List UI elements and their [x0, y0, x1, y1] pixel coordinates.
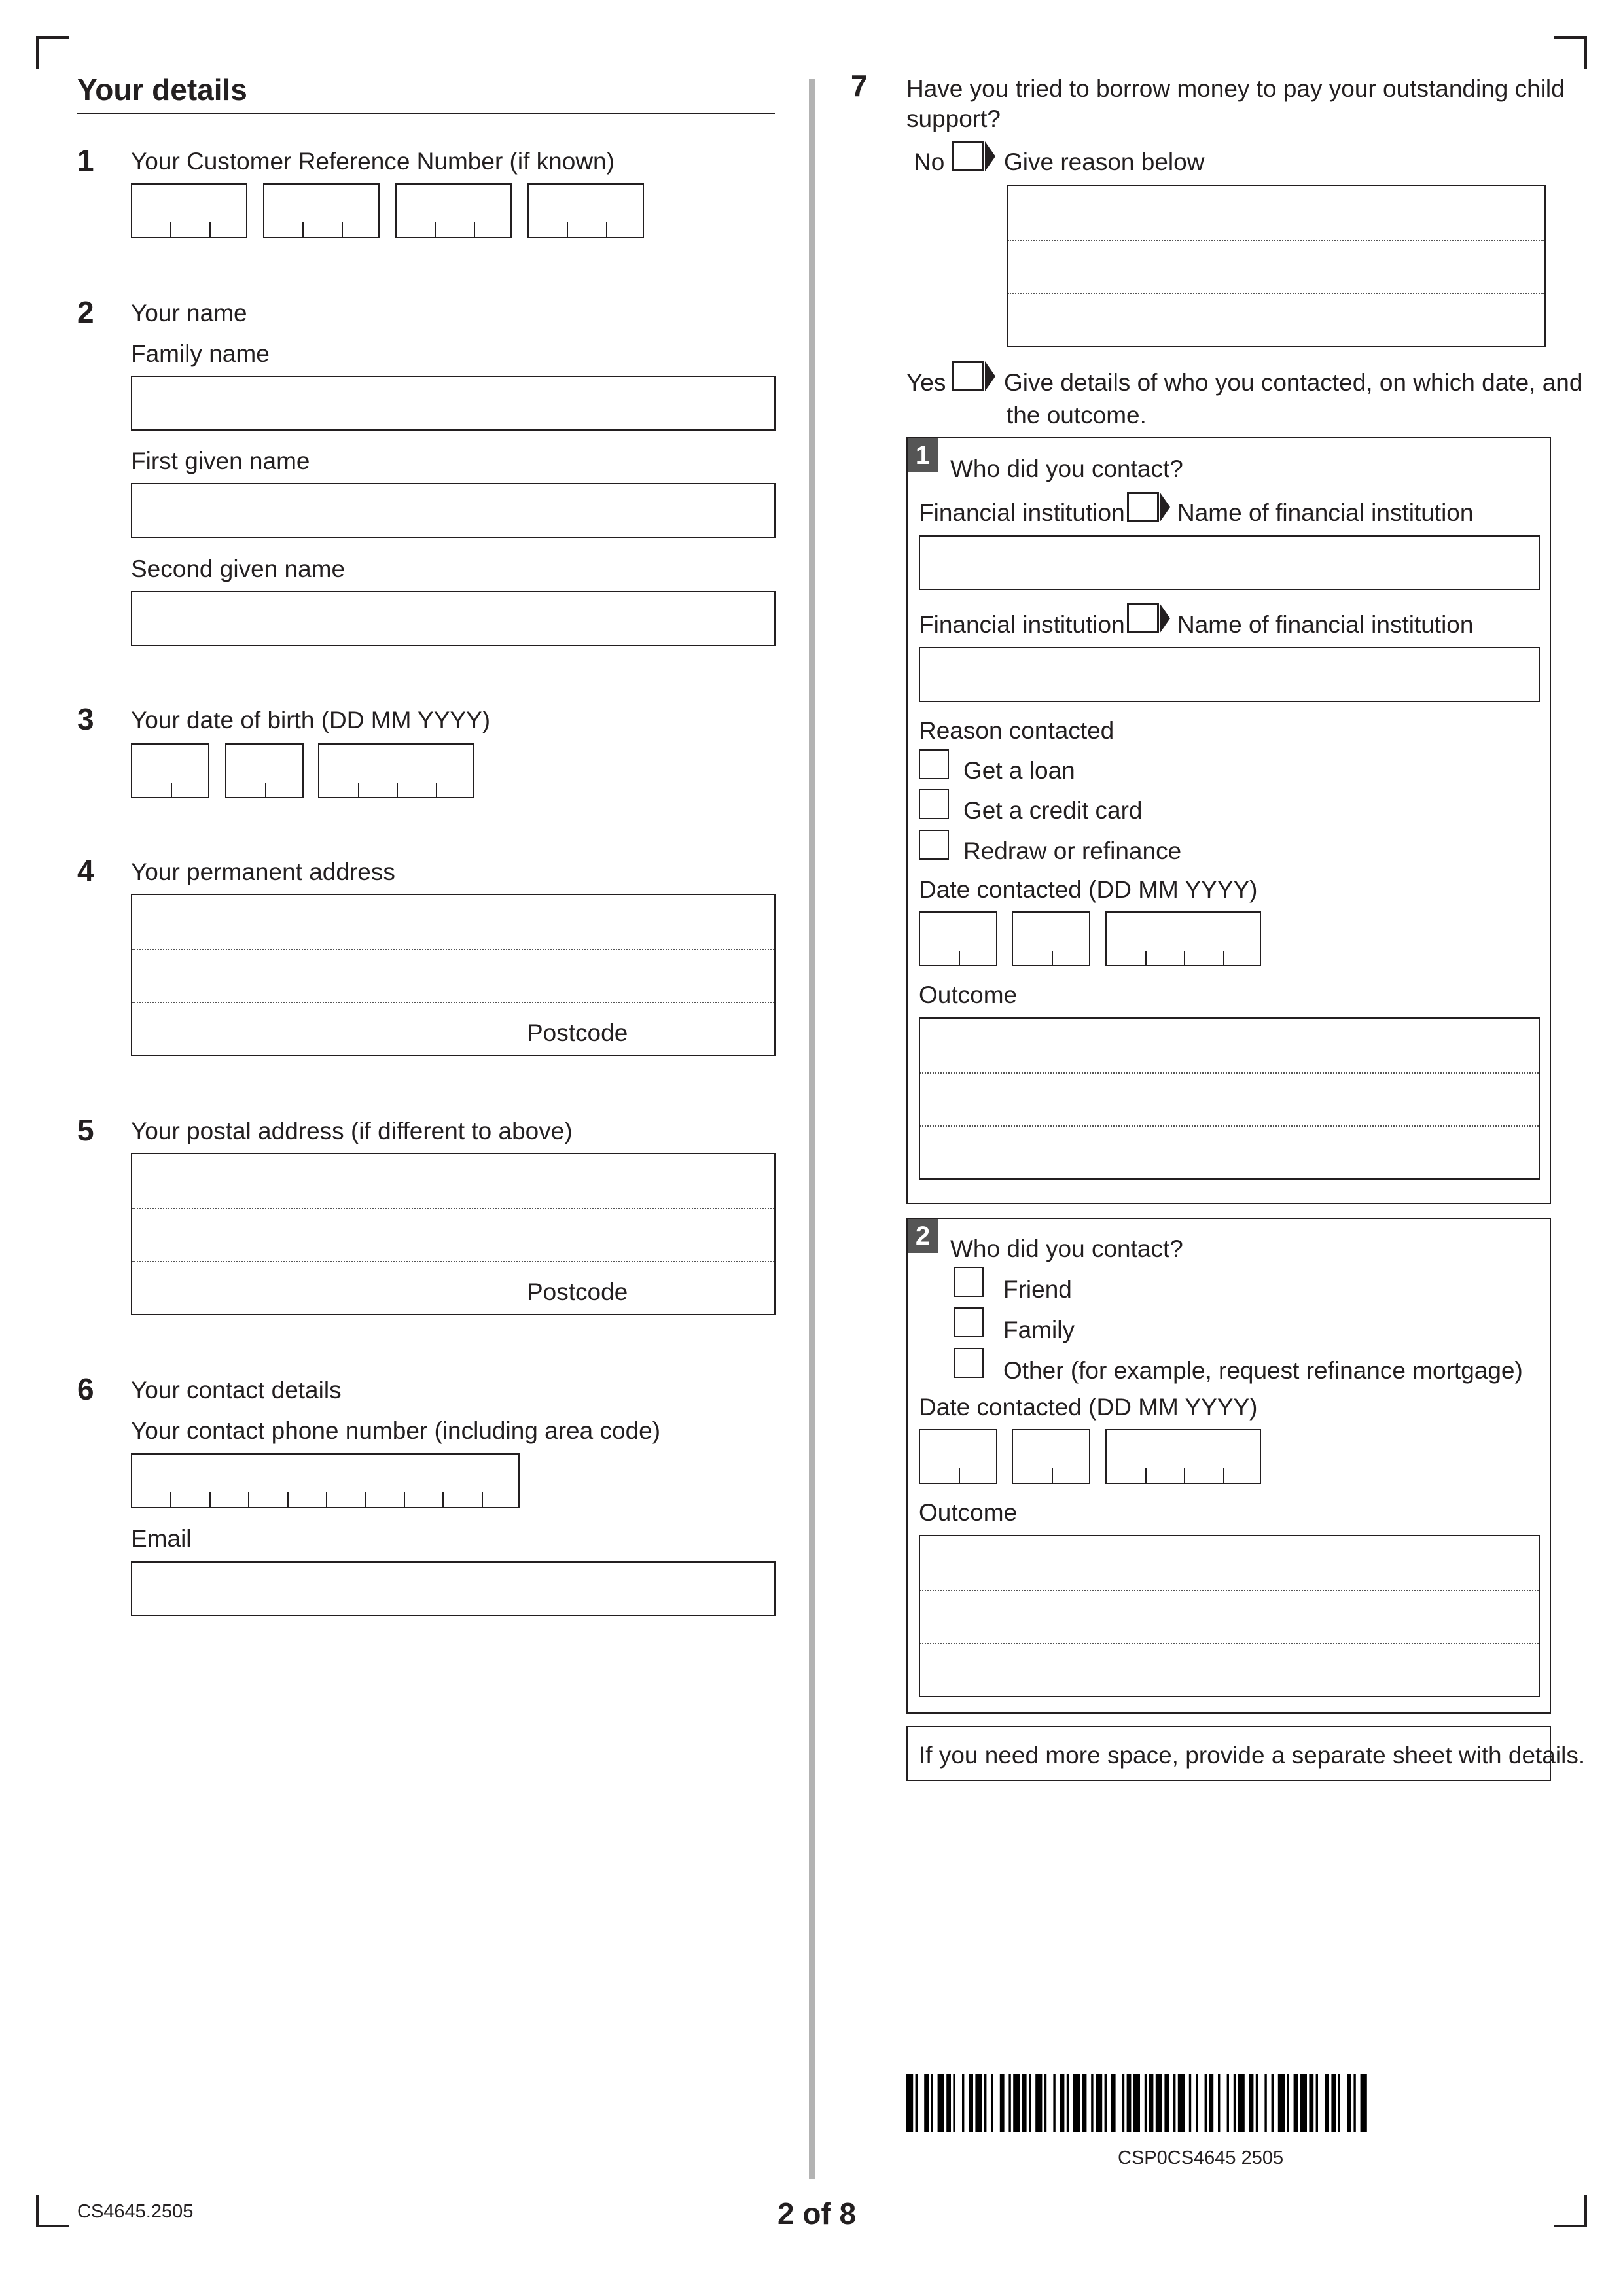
barcode-bar — [916, 2074, 918, 2132]
cell-divider — [209, 1492, 211, 1507]
barcode-bar — [1156, 2074, 1162, 2132]
barcode-bar — [1287, 2074, 1289, 2132]
fi-name-input-2[interactable] — [919, 647, 1540, 702]
question-number-1: 1 — [77, 143, 94, 177]
cell-divider — [1145, 1468, 1147, 1483]
q7-question-line1: Have you tried to borrow money to pay your outstanding child — [906, 75, 1565, 102]
column-divider — [809, 79, 815, 2179]
second-name-label: Second given name — [131, 556, 346, 582]
barcode-bar — [1105, 2074, 1107, 2132]
s1-date-day-input[interactable] — [919, 911, 997, 966]
cell-divider — [567, 222, 568, 237]
barcode-bar — [1022, 2074, 1027, 2132]
crn-input-3[interactable] — [395, 183, 512, 238]
dob-month-input[interactable] — [225, 743, 304, 798]
barcode-bar — [984, 2074, 986, 2132]
email-label: Email — [131, 1525, 192, 1552]
outcome-line — [920, 1643, 1539, 1644]
crop-mark-bottom-left — [36, 2195, 69, 2227]
barcode-bar — [946, 2074, 951, 2132]
contact-checkbox-other[interactable] — [954, 1348, 984, 1378]
contact-family-label: Family — [1003, 1316, 1075, 1343]
barcode-bar — [938, 2074, 944, 2132]
cell-divider — [365, 1492, 366, 1507]
barcode-bar — [969, 2074, 973, 2132]
crn-input-1[interactable] — [131, 183, 247, 238]
cell-divider — [1184, 1468, 1185, 1483]
address-line — [132, 949, 774, 950]
s1-date-label: Date contacted (DD MM YYYY) — [919, 876, 1258, 903]
question-number-6: 6 — [77, 1372, 94, 1406]
cell-divider — [265, 783, 266, 797]
barcode-bar — [962, 2074, 964, 2132]
postcode-label: Postcode — [527, 1019, 628, 1046]
cell-divider — [1223, 1468, 1224, 1483]
form-code: CS4645.2505 — [77, 2201, 194, 2222]
cell-divider — [171, 783, 172, 797]
contact-checkbox-friend[interactable] — [954, 1267, 984, 1297]
dob-label: Your date of birth (DD MM YYYY) — [131, 707, 491, 733]
yes-label: Yes — [906, 369, 946, 396]
reason-loan-label: Get a loan — [963, 757, 1075, 784]
crop-mark-bottom-right — [1554, 2195, 1587, 2227]
permanent-address-label: Your permanent address — [131, 858, 395, 885]
s1-date-month-input[interactable] — [1012, 911, 1090, 966]
crn-input-2[interactable] — [263, 183, 380, 238]
barcode-bar — [1347, 2074, 1351, 2132]
crop-mark-top-right — [1554, 36, 1587, 69]
cell-divider — [248, 1492, 249, 1507]
crn-label: Your Customer Reference Number (if known) — [131, 148, 615, 175]
cell-divider — [1145, 951, 1147, 965]
crop-mark-top-left — [36, 36, 69, 69]
no-instruction: Give reason below — [1004, 149, 1205, 175]
s2-date-day-input[interactable] — [919, 1429, 997, 1484]
reason-credit-card-label: Get a credit card — [963, 797, 1143, 824]
cell-divider — [959, 951, 960, 965]
barcode-bar — [1196, 2074, 1198, 2132]
question-number-5: 5 — [77, 1113, 94, 1147]
barcode-bar — [1294, 2074, 1298, 2132]
reason-refinance-label: Redraw or refinance — [963, 838, 1182, 864]
barcode-bar — [1272, 2074, 1274, 2132]
address-line — [132, 1208, 774, 1209]
name-label: Your name — [131, 300, 247, 327]
barcode-bar — [1111, 2074, 1116, 2132]
s2-outcome-input[interactable] — [919, 1535, 1540, 1697]
no-checkbox[interactable] — [952, 141, 997, 171]
reason-line — [1008, 293, 1544, 294]
barcode-bar — [1133, 2074, 1140, 2132]
address-line — [132, 1261, 774, 1262]
postcode-label: Postcode — [527, 1279, 628, 1305]
cell-divider — [1052, 951, 1053, 965]
second-name-input[interactable] — [131, 591, 776, 646]
phone-label: Your contact phone number (including area code) — [131, 1417, 661, 1444]
barcode-bar — [1122, 2074, 1124, 2132]
barcode-bar — [1164, 2074, 1169, 2132]
barcode-bar — [1008, 2074, 1010, 2132]
contact-other-label: Other (for example, request refinance mortgage) — [1003, 1357, 1523, 1384]
barcode-bar — [1300, 2074, 1307, 2132]
more-space-text: If you need more space, provide a separate sheet with details. — [919, 1742, 1586, 1769]
barcode-bar — [1278, 2074, 1285, 2132]
barcode-bar — [1316, 2074, 1318, 2132]
barcode-bar — [1234, 2074, 1236, 2132]
cell-divider — [442, 1492, 444, 1507]
barcode-bar — [1325, 2074, 1329, 2132]
barcode-bar — [1127, 2074, 1132, 2132]
s1-outcome-label: Outcome — [919, 981, 1018, 1008]
s1-outcome-input[interactable] — [919, 1017, 1540, 1180]
outcome-line — [920, 1072, 1539, 1074]
email-input[interactable] — [131, 1561, 776, 1616]
barcode-bar — [991, 2074, 993, 2132]
barcode-bar — [1238, 2074, 1245, 2132]
barcode-bar — [1029, 2074, 1031, 2132]
phone-number-input[interactable] — [131, 1453, 520, 1508]
outcome-line — [920, 1590, 1539, 1591]
barcode-bar — [1361, 2074, 1367, 2132]
barcode-bar — [1178, 2074, 1185, 2132]
address-line — [132, 1002, 774, 1003]
barcode-bar — [1000, 2074, 1005, 2132]
barcode-bar — [1013, 2074, 1020, 2132]
reason-checkbox-credit-card[interactable] — [919, 789, 949, 819]
permanent-address-input[interactable] — [131, 894, 776, 1056]
fi-label-2: Financial institution — [919, 611, 1125, 638]
family-name-label: Family name — [131, 340, 270, 367]
yes-checkbox[interactable] — [952, 361, 997, 391]
barcode-bar — [1073, 2074, 1080, 2132]
cell-divider — [358, 783, 359, 797]
cell-divider — [404, 1492, 405, 1507]
barcode-bar — [1173, 2074, 1175, 2132]
contact-friend-label: Friend — [1003, 1276, 1072, 1303]
fi-checkbox-2[interactable] — [1127, 603, 1171, 633]
cell-divider — [326, 1492, 327, 1507]
title-rule — [77, 113, 775, 114]
s2-date-month-input[interactable] — [1012, 1429, 1090, 1484]
section-badge-2: 2 — [908, 1219, 938, 1253]
barcode — [906, 2074, 1495, 2132]
fi-name-label-2: Name of financial institution — [1177, 611, 1474, 638]
barcode-bar — [1205, 2074, 1207, 2132]
barcode-bar — [1060, 2074, 1065, 2132]
cell-divider — [209, 222, 211, 237]
barcode-bar — [1209, 2074, 1213, 2132]
reason-checkbox-refinance[interactable] — [919, 830, 949, 860]
yes-instruction-line1: Give details of who you contacted, on which date, and — [1004, 369, 1583, 396]
cell-divider — [435, 222, 436, 237]
page-number: 2 of 8 — [777, 2197, 857, 2231]
q7-question-line2: support? — [906, 105, 1001, 132]
barcode-bar — [924, 2074, 929, 2132]
no-label: No — [914, 149, 945, 175]
barcode-bar — [1145, 2074, 1147, 2132]
cell-divider — [397, 783, 398, 797]
postal-address-input[interactable] — [131, 1153, 776, 1315]
s1-date-year-input[interactable] — [1105, 911, 1261, 966]
s2-date-year-input[interactable] — [1105, 1429, 1261, 1484]
barcode-bar — [1067, 2074, 1069, 2132]
barcode-bar — [906, 2074, 913, 2132]
barcode-bar — [1227, 2074, 1229, 2132]
reason-label: Reason contacted — [919, 717, 1115, 744]
question-number-4: 4 — [77, 854, 94, 888]
family-name-input[interactable] — [131, 376, 776, 431]
barcode-bar — [1082, 2074, 1087, 2132]
barcode-bar — [1035, 2074, 1042, 2132]
yes-instruction-line2: the outcome. — [1007, 402, 1147, 429]
crn-input-4[interactable] — [527, 183, 644, 238]
first-name-input[interactable] — [131, 483, 776, 538]
barcode-bar — [1053, 2074, 1055, 2132]
barcode-bar — [1096, 2074, 1102, 2132]
question-number-7: 7 — [851, 69, 868, 103]
cell-divider — [482, 1492, 483, 1507]
cell-divider — [959, 1468, 960, 1483]
cell-divider — [342, 222, 343, 237]
question-number-2: 2 — [77, 295, 94, 329]
fi-label-1: Financial institution — [919, 499, 1125, 526]
barcode-bar — [1338, 2074, 1340, 2132]
barcode-bar — [1091, 2074, 1093, 2132]
barcode-bar — [1264, 2074, 1266, 2132]
barcode-bar — [953, 2074, 955, 2132]
no-reason-input[interactable] — [1007, 185, 1546, 347]
cell-divider — [170, 1492, 171, 1507]
s2-title: Who did you contact? — [950, 1235, 1183, 1262]
barcode-bar — [1331, 2074, 1336, 2132]
cell-divider — [287, 1492, 289, 1507]
contact-checkbox-family[interactable] — [954, 1307, 984, 1337]
outcome-line — [920, 1125, 1539, 1127]
cell-divider — [1052, 1468, 1053, 1483]
contact-details-label: Your contact details — [131, 1377, 342, 1404]
reason-line — [1008, 240, 1544, 241]
section-title: Your details — [77, 73, 247, 107]
s2-outcome-label: Outcome — [919, 1499, 1018, 1526]
s1-title: Who did you contact? — [950, 455, 1183, 482]
fi-name-input-1[interactable] — [919, 535, 1540, 590]
barcode-bar — [1218, 2074, 1220, 2132]
cell-divider — [1184, 951, 1185, 965]
cell-divider — [170, 222, 171, 237]
cell-divider — [606, 222, 607, 237]
s2-date-label: Date contacted (DD MM YYYY) — [919, 1394, 1258, 1421]
postal-address-label: Your postal address (if different to above) — [131, 1118, 573, 1144]
barcode-bar — [1044, 2074, 1046, 2132]
barcode-bar — [1309, 2074, 1313, 2132]
barcode-bar — [931, 2074, 933, 2132]
barcode-text: CSP0CS4645 2505 — [1118, 2147, 1284, 2168]
barcode-bar — [1353, 2074, 1355, 2132]
section-badge-1: 1 — [908, 438, 938, 472]
barcode-bar — [1256, 2074, 1258, 2132]
barcode-bar — [975, 2074, 982, 2132]
first-name-label: First given name — [131, 448, 310, 474]
cell-divider — [436, 783, 437, 797]
cell-divider — [1223, 951, 1224, 965]
reason-checkbox-loan[interactable] — [919, 749, 949, 779]
fi-checkbox-1[interactable] — [1127, 492, 1171, 522]
barcode-bar — [1249, 2074, 1254, 2132]
cell-divider — [474, 222, 475, 237]
barcode-bar — [1149, 2074, 1154, 2132]
dob-day-input[interactable] — [131, 743, 209, 798]
fi-name-label-1: Name of financial institution — [1177, 499, 1474, 526]
barcode-bar — [1189, 2074, 1191, 2132]
dob-year-input[interactable] — [318, 743, 474, 798]
cell-divider — [302, 222, 304, 237]
question-number-3: 3 — [77, 702, 94, 736]
